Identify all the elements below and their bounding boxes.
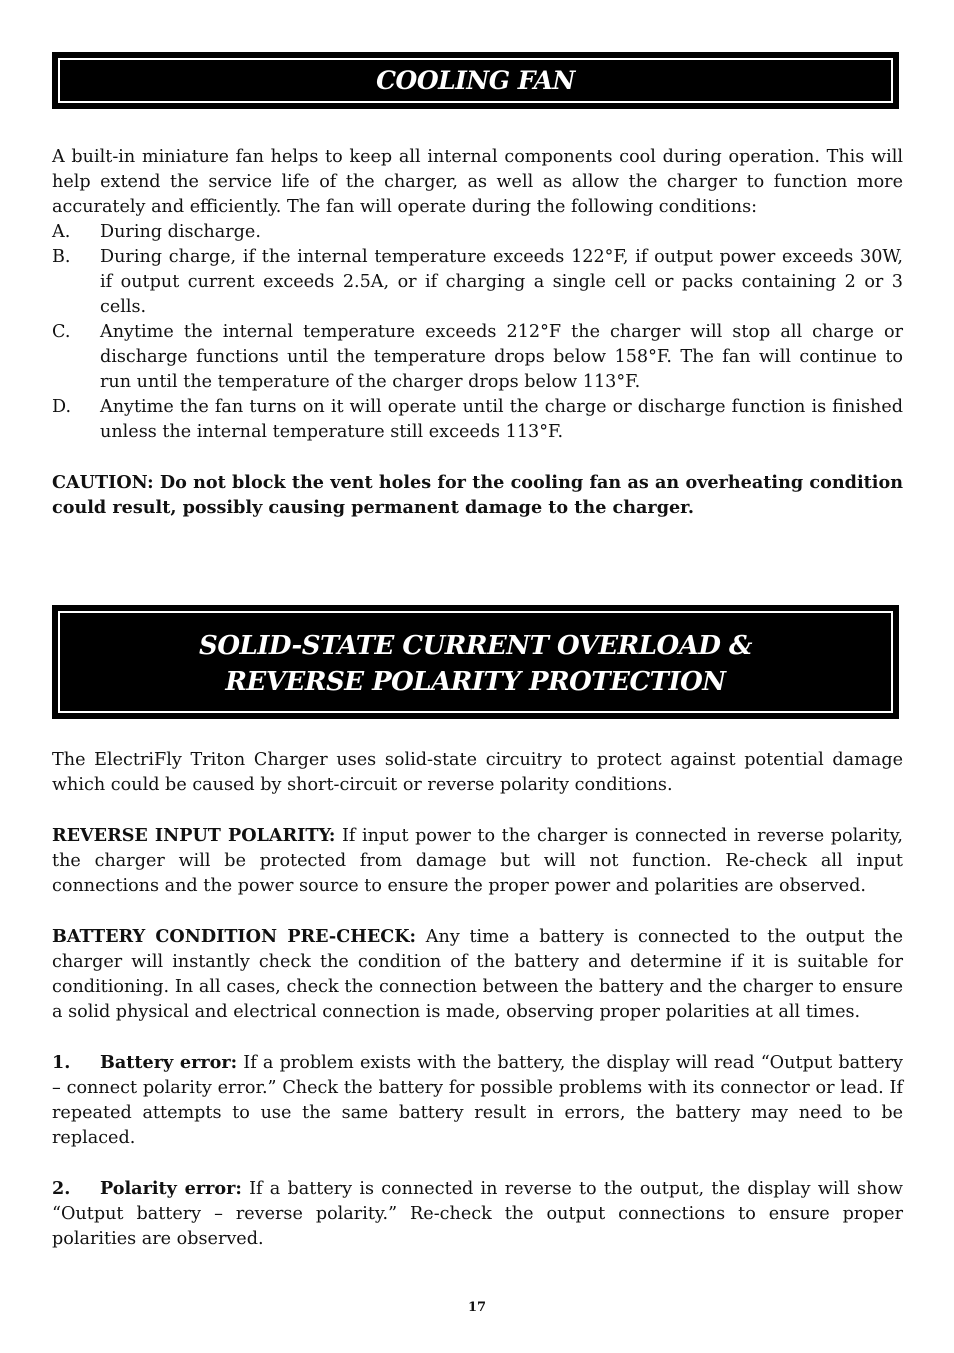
- list-item: D. Anytime the fan turns on it will operate until the charge or discharge function is finished unless the internal temperature still exceeds 113°F.: [52, 397, 903, 442]
- caution-note: CAUTION: Do not block the vent holes for the cooling fan as an overheating condition could result, possibly causing permanent damage to the charger.: [52, 472, 903, 518]
- reverse-input-paragraph: [52, 823, 903, 899]
- precheck-paragraph: [52, 924, 903, 1025]
- cooling-fan-banner: [52, 52, 899, 109]
- list-item: A. During discharge.: [52, 222, 261, 242]
- cooling-fan-title: COOLING FAN: [58, 58, 893, 103]
- battery-error-paragraph: [52, 1050, 903, 1151]
- protection-title-line2: REVERSE POLARITY PROTECTION: [225, 667, 726, 697]
- protection-section: [52, 748, 903, 1252]
- cooling-fan-intro: A built-in miniature fan helps to keep all internal components cool during operation. This will help extend the service life of the charger, as well as allow the charger to function more accurately and efficiently. The fan will operate during the following conditions:: [52, 147, 903, 217]
- reverse-input-label: REVERSE INPUT POLARITY:: [52, 825, 336, 846]
- polarity-error-paragraph: [52, 1176, 903, 1252]
- reverse-input-text: If input power to the charger is connected in reverse polarity, the charger will be protected from damage but will not function. Re-check all input connections and the power source to ensure the proper power and polarities are observed.: [52, 826, 903, 896]
- list-item: B. During charge, if the internal temperature exceeds 122°F, if output power exceeds 30W, if output current exceeds 2.5A, or if charging a single cell or packs containing 2 or 3 cells.: [52, 247, 903, 317]
- error-number: 2.: [52, 1178, 71, 1199]
- protection-banner: [52, 605, 899, 719]
- precheck-text: Any time a battery is connected to the output the charger will instantly check the condition of the battery and determine if it is suitable for conditioning. In all cases, check the connection between the battery and the charger to ensure a solid physical and electrical connection is made, observing proper polarities at all times.: [52, 927, 903, 1022]
- list-item: C. Anytime the internal temperature exceeds 212°F the charger will stop all charge or discharge functions until the temperature drops below 158°F. The fan will continue to run until the temperature of the charger drops below 113°F.: [52, 322, 903, 392]
- polarity-error-label: Polarity error:: [100, 1178, 242, 1199]
- battery-error-label: Battery error:: [100, 1052, 238, 1073]
- precheck-label: BATTERY CONDITION PRE-CHECK:: [52, 926, 417, 947]
- protection-intro: The ElectriFly Triton Charger uses solid-state circuitry to protect against potential damage which could be caused by short-circuit or reverse polarity conditions.: [52, 750, 903, 795]
- protection-title: [58, 611, 893, 713]
- polarity-error-text: If a battery is connected in reverse to the output, the display will show “Output battery – reverse polarity.” Re-check the output connections to ensure proper polarities are observed.: [52, 1179, 903, 1249]
- cooling-fan-section: [52, 145, 903, 520]
- page-number: 17: [467, 1300, 487, 1315]
- battery-error-text: If a problem exists with the battery, the display will read “Output battery – connect polarity error.” Check the battery for possible problems with its connector or lead. If repeated attempts to use the same battery result in errors, the battery may need to be replaced.: [52, 1053, 903, 1148]
- protection-title-line1: SOLID-STATE CURRENT OVERLOAD &: [199, 631, 752, 661]
- error-number: 1.: [52, 1052, 71, 1073]
